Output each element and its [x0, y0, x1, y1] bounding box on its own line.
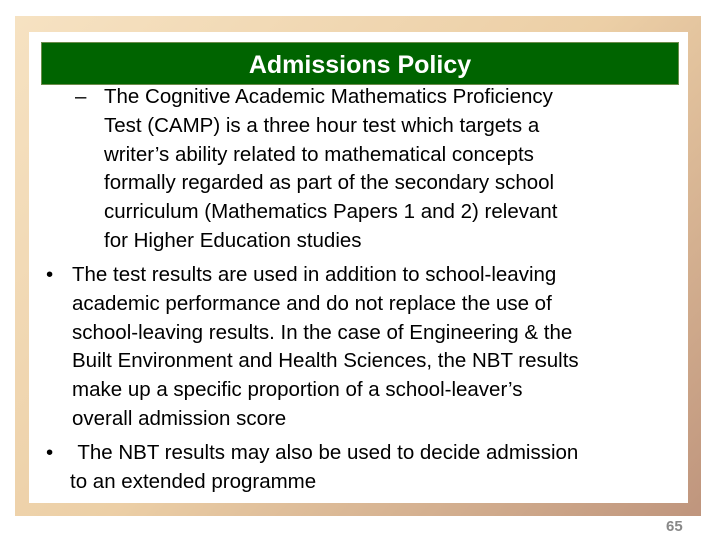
text-line: formally regarded as part of the secondary school — [104, 171, 555, 195]
page-number: 65 — [666, 518, 683, 535]
text-line: for Higher Education studies — [104, 229, 362, 252]
dash-marker: – — [75, 85, 87, 108]
text-line: school-leaving results. In the case of Engineering & the — [72, 320, 573, 344]
text-line: to an extended programme — [70, 469, 317, 493]
title-banner — [41, 42, 679, 85]
text-line: make up a specific proportion of a school-leaver’s — [72, 378, 523, 402]
text-line: The NBT results may also be used to decide admission — [72, 441, 579, 464]
text-line: academic performance and do not replace the use of — [72, 291, 552, 315]
text-line: The Cognitive Academic Mathematics Proficiency — [104, 85, 553, 108]
text-line: overall admission score — [72, 407, 287, 430]
text-line: curriculum (Mathematics Papers 1 and 2) relevant — [104, 200, 558, 224]
text-line: Test (CAMP) is a three hour test which targets a — [104, 113, 540, 137]
slide-title: Admissions Policy — [248, 51, 472, 79]
text-line: The test results are used in addition to school-leaving — [72, 263, 557, 286]
bullet-marker: • — [46, 441, 54, 464]
text-line: Built Environment and Health Sciences, the NBT results — [72, 349, 579, 373]
text-line: writer’s ability related to mathematical concepts — [104, 142, 534, 166]
bullet-marker: • — [46, 263, 54, 286]
